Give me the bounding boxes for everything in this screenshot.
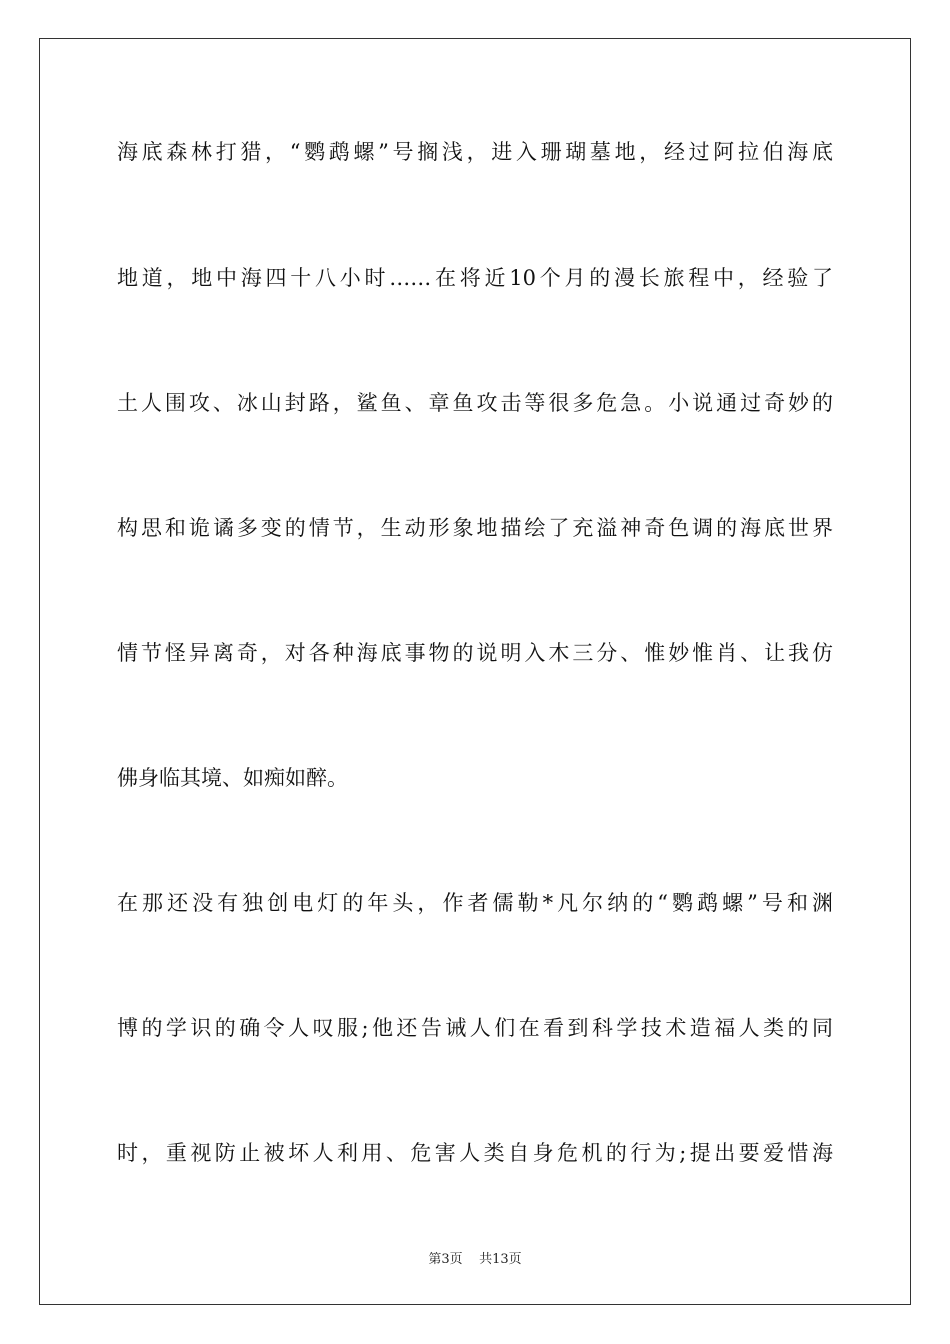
paragraph-2-line-2: 博的学识的确令人叹服;他还告诫人们在看到科学技术造福人类的同 [117,1016,833,1040]
paragraph-1-line-6: 佛身临其境、如痴如醉。 [117,766,348,790]
footer-spacer [463,1252,480,1267]
paragraph-1-line-5: 情节怪异离奇，对各种海底事物的说明入木三分、惟妙惟肖、让我仿 [117,641,833,665]
page-footer [0,1248,950,1267]
paragraph-1-line-4: 构思和诡谲多变的情节，生动形象地描绘了充溢神奇色调的海底世界 [117,516,833,540]
paragraph-1-line-1: 海底森林打猎，“鹦鹉螺”号搁浅，进入珊瑚墓地，经过阿拉伯海底 [117,140,833,164]
paragraph-1-line-2: 地道，地中海四十八小时……在将近10个月的漫长旅程中，经验了 [117,266,833,290]
paragraph-2-line-1: 在那还没有独创电灯的年头，作者儒勒*凡尔纳的“鹦鹉螺”号和渊 [117,891,833,915]
paragraph-2-line-3: 时，重视防止被坏人利用、危害人类自身危机的行为;提出要爱惜海 [117,1141,833,1165]
page-number: 第3页 [428,1252,463,1267]
paragraph-1-line-3: 土人围攻、冰山封路，鲨鱼、章鱼攻击等很多危急。小说通过奇妙的 [117,391,833,415]
total-pages: 共13页 [479,1252,522,1267]
page-border [39,38,911,1305]
